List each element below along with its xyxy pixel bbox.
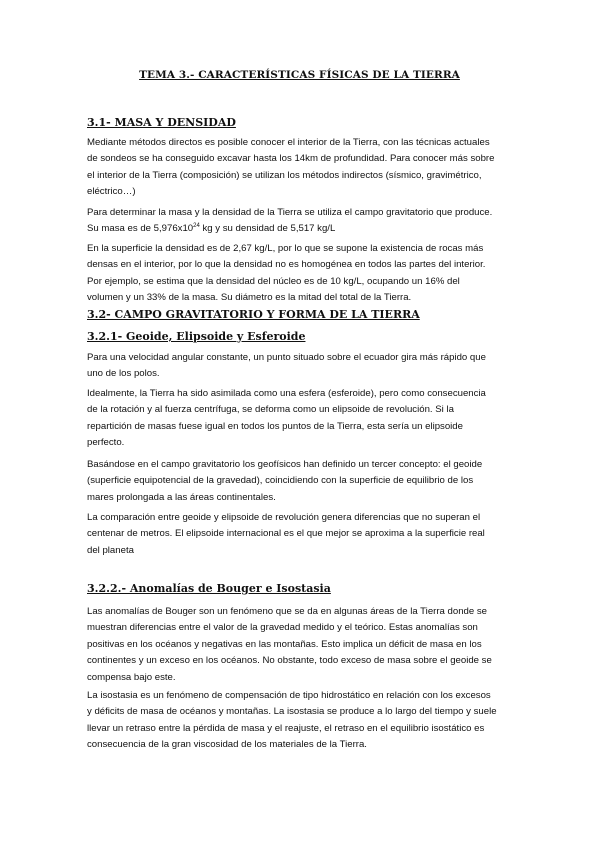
text-line: Las anomalías de Bouger son un fenómeno que se da en algunas áreas de la Tierra donde se [87,606,488,617]
text-line: perfecto. [87,437,125,449]
text-line: Idealmente, la Tierra ha sido asimilada como una esfera (esferoide), pero como consecuencia [87,388,486,399]
text-line: del planeta [87,544,134,556]
document-title: TEMA 3.- CARACTERÍSTICAS FÍSICAS DE LA TIERRA [139,69,460,81]
text-line: uno de los polos. [87,368,160,380]
text-line: y déficits de masa de océanos y montañas. La isostasia se produce a lo largo del tiempo y suele [87,706,497,718]
text-line: consecuencia de la gran viscosidad de los materiales de la Tierra. [87,739,367,751]
density-text: kg y su densidad de 5,517 kg/L [199,223,336,235]
paragraph-comparacion [87,510,517,559]
paragraph-densidad [87,241,517,307]
text-line: muestran diferencias entre el valor de la gravedad medido y el teórico. Estas anomalías son [87,622,478,634]
text-line: compensa bajo este. [87,671,176,683]
text-line: repartición de masas fuese igual en todos los puntos de la Tierra, esta sería un elipsoide [87,420,463,432]
text-line: En la superficie la densidad es de 2,67 kg/L, por lo que se supone la existencia de rocas más [87,243,484,254]
text-line: llevar un retraso entre la pérdida de masa y el reajuste, el retraso en el equilibrio isostático es [87,722,485,734]
paragraph-isostasia [87,688,517,754]
paragraph-velocidad [87,350,517,383]
text-line: positivas en los océanos y negativas en las montañas. Esto implica un déficit de masa en los [87,638,482,650]
heading-geoide: 3.2.1- Geoide, Elipsoide y Esferoide [87,330,306,343]
text-line: densas en el interior, por lo que la densidad no es homogénea en todos las partes del interior. [87,259,486,271]
paragraph-anomalias-bouger [87,604,517,686]
paragraph-metodos [87,135,517,201]
text-line: La isostasia es un fenómeno de compensación de tipo hidrostático en relación con los excesos [87,690,491,701]
text-line: La comparación entre geoide y elipsoide de revolución genera diferencias que no superan el [87,512,481,523]
mass-exponent: 24 [193,223,200,230]
text-line: Mediante métodos directos es posible conocer el interior de la Tierra, con las técnicas actuales [87,137,490,148]
text-line: de sondeos se ha conseguido excavar hasta los 14km de profundidad. Para conocer más sobre [87,153,495,165]
heading-masa-densidad: 3.1- MASA Y DENSIDAD [87,116,236,129]
text-line: eléctrico…) [87,186,136,198]
text-line: Para una velocidad angular constante, un punto situado sobre el ecuador gira más rápido que [87,352,486,363]
paragraph-masa [87,205,517,238]
text-line: centenar de metros. El elipsoide internacional es el que mejor se aproxima a la superficie real [87,528,485,540]
text-line: el interior de la Tierra (composición) se utilizan los métodos indirectos (sísmico, gravimétrico, [87,169,482,181]
text-line: Basándose en el campo gravitatorio los geofísicos han definido un tercer concepto: el geoide [87,459,483,470]
heading-campo-gravitatorio: 3.2- CAMPO GRAVITATORIO Y FORMA DE LA TIERRA [87,308,420,321]
mass-text: Su masa es de 5,976x10 [87,223,194,235]
paragraph-geoide [87,457,517,506]
text-line: (superficie equipotencial de la gravedad), coincidiendo con la superficie de equilibrio de los [87,475,474,487]
text-line: Por ejemplo, se estima que la densidad del núcleo es de 10 kg/L, ocupando un 16% del [87,275,460,287]
text-line: mares prolongada a las áreas continentales. [87,491,276,503]
paragraph-esferoide [87,386,517,452]
text-line: continentes y un exceso en los océanos. No obstante, todo exceso de masa sobre el geoide se [87,655,492,667]
text-line: Para determinar la masa y la densidad de la Tierra se utiliza el campo gravitatorio que produce. [87,207,493,218]
text-line [87,221,517,237]
text-line: volumen y un 33% de la masa. Su diámetro es la mitad del total de la Tierra. [87,292,412,304]
heading-anomalias: 3.2.2.- Anomalías de Bouger e Isostasia [87,582,331,595]
text-line: de la rotación y al fuerza centrífuga, se deforma como un elipsoide de revolución. Si la [87,404,454,416]
